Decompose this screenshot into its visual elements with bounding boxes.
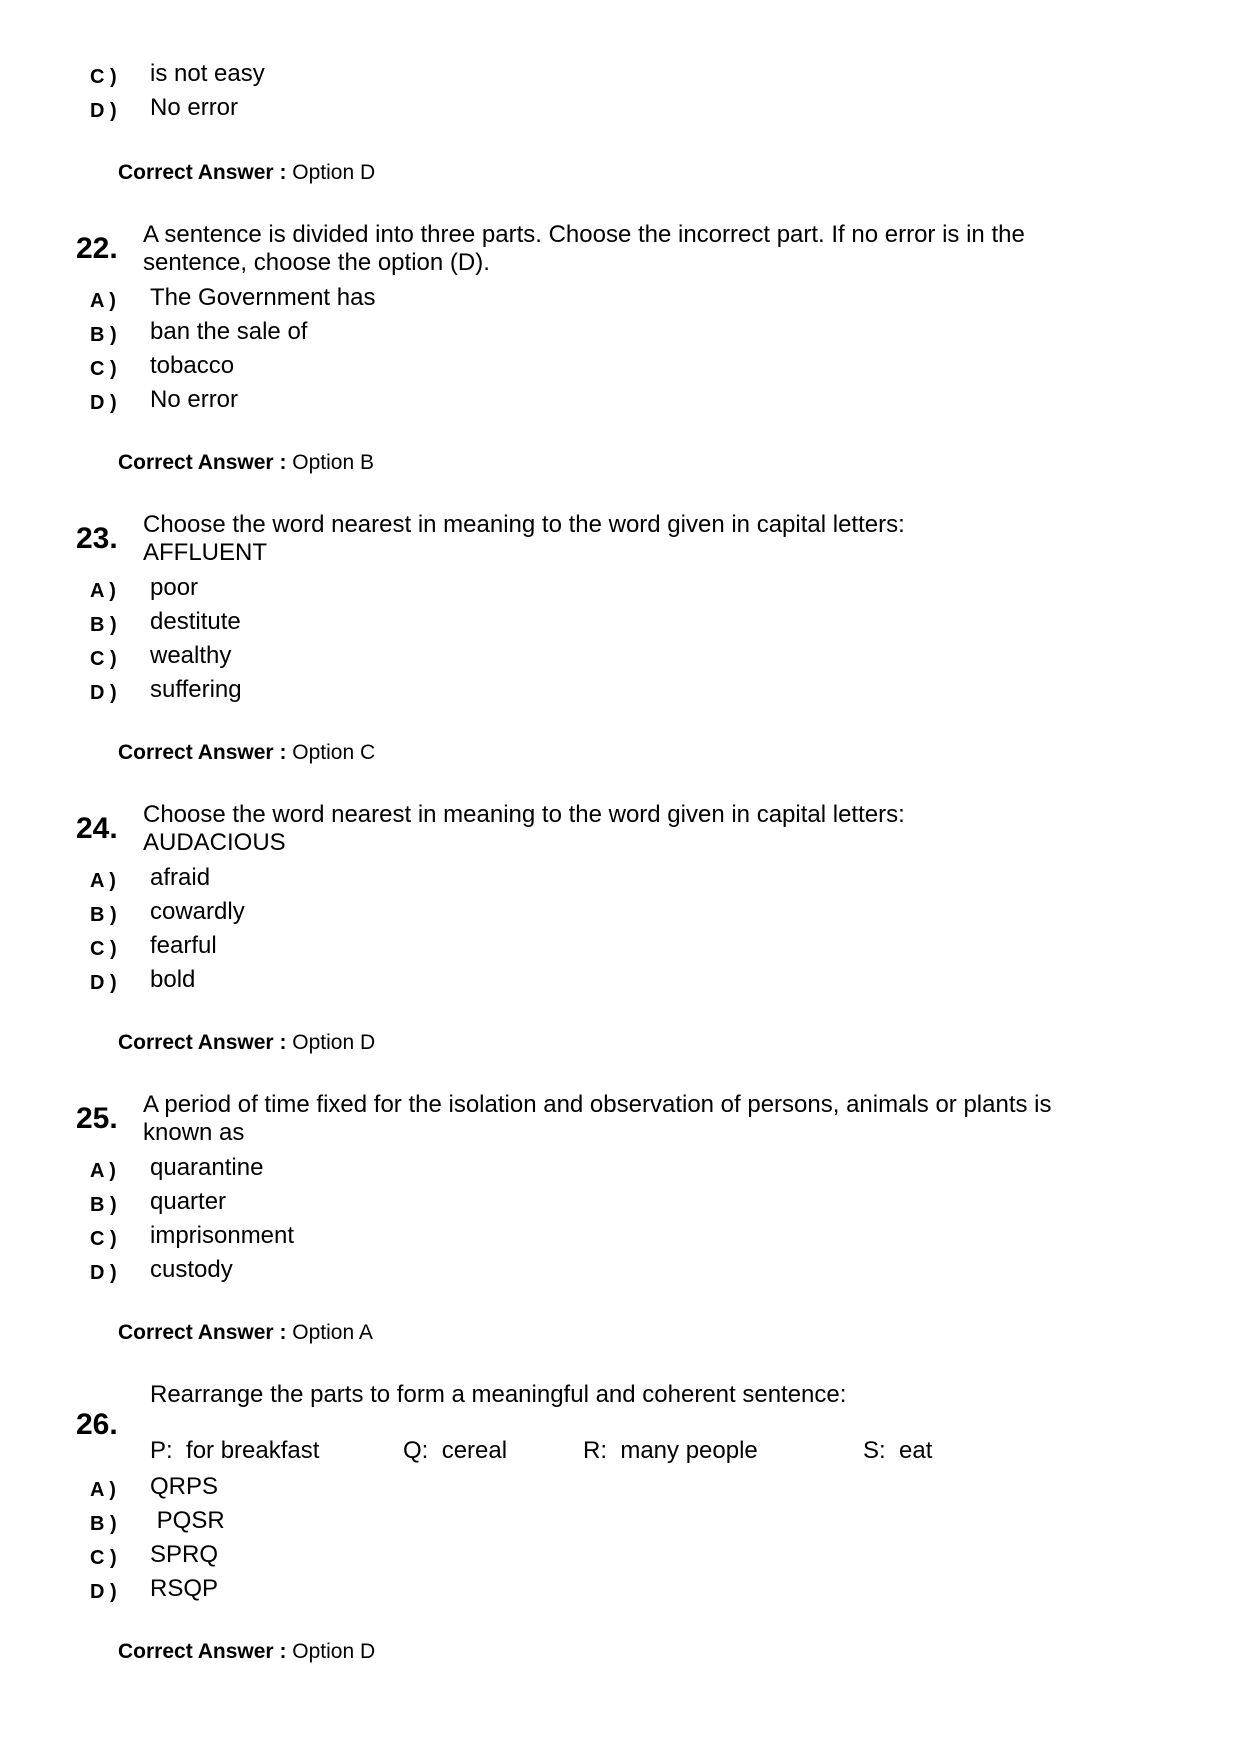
question-line: Choose the word nearest in meaning to the word given in capital letters: (143, 511, 905, 538)
correct-answer (118, 1640, 375, 1664)
option-letter: A ) (90, 580, 116, 602)
option-text: custody (150, 1256, 233, 1283)
answer-label: Correct Answer : (118, 741, 287, 764)
question-number: 22. (76, 232, 118, 265)
option-text: The Government has (150, 284, 376, 311)
option-letter: A ) (90, 870, 116, 892)
option-text: quarter (150, 1188, 227, 1215)
answer-value: Option B (292, 451, 374, 474)
question-line: sentence, choose the option (D). (143, 249, 490, 276)
question-number: 25. (76, 1102, 118, 1135)
option-letter: B ) (90, 1513, 117, 1535)
option-text: ban the sale of (150, 318, 308, 345)
part-label: P: (150, 1437, 173, 1464)
question-text (150, 1381, 1150, 1409)
correct-answer (118, 451, 374, 475)
option-text: No error (150, 386, 239, 413)
option-letter: B ) (90, 324, 117, 346)
option-letter: B ) (90, 1194, 117, 1216)
question-line: Rearrange the parts to form a meaningful and coherent sentence: (150, 1381, 847, 1408)
option-letter: D ) (90, 100, 117, 122)
question-line: AFFLUENT (143, 539, 268, 566)
option-text: poor (150, 574, 199, 601)
option-text: wealthy (150, 642, 232, 669)
option-text: SPRQ (150, 1541, 219, 1568)
question-text (143, 221, 1143, 277)
question-line: AUDACIOUS (143, 829, 286, 856)
part-q (403, 1437, 507, 1465)
option-letter: C ) (90, 66, 117, 88)
option-letter: C ) (90, 648, 117, 670)
option-letter: C ) (90, 1547, 117, 1569)
correct-answer (118, 161, 375, 185)
answer-value: Option A (292, 1321, 373, 1344)
option-text: cowardly (150, 898, 245, 925)
part-label: R: (583, 1437, 607, 1464)
option-text: tobacco (150, 352, 235, 379)
question-number: 26. (76, 1408, 118, 1441)
option-text: QRPS (150, 1473, 219, 1500)
option-text: No error (150, 94, 239, 121)
option-text: imprisonment (150, 1222, 295, 1249)
answer-label: Correct Answer : (118, 1640, 287, 1663)
answer-value: Option D (292, 161, 376, 184)
option-text: afraid (150, 864, 211, 891)
option-letter: D ) (90, 1262, 117, 1284)
option-text: destitute (150, 608, 241, 635)
option-text: bold (150, 966, 196, 993)
option-letter: B ) (90, 904, 117, 926)
part-text: cereal (441, 1437, 508, 1464)
answer-label: Correct Answer : (118, 161, 287, 184)
question-line: Choose the word nearest in meaning to the word given in capital letters: (143, 801, 905, 828)
option-letter: C ) (90, 938, 117, 960)
option-letter: D ) (90, 392, 117, 414)
answer-label: Correct Answer : (118, 1321, 287, 1344)
answer-value: Option C (292, 741, 376, 764)
option-text: RSQP (150, 1575, 219, 1602)
answer-label: Correct Answer : (118, 451, 287, 474)
question-number: 23. (76, 522, 118, 555)
question-text (143, 1091, 1143, 1147)
part-text: eat (899, 1437, 933, 1464)
part-p (150, 1437, 319, 1465)
option-letter: D ) (90, 972, 117, 994)
correct-answer (118, 1321, 373, 1345)
question-text (143, 801, 1143, 857)
option-text: fearful (150, 932, 217, 959)
question-line: A sentence is divided into three parts. Choose the incorrect part. If no error is in the (143, 221, 1025, 248)
option-letter: A ) (90, 1479, 116, 1501)
correct-answer (118, 1031, 375, 1055)
option-letter: C ) (90, 358, 117, 380)
option-letter: D ) (90, 1581, 117, 1603)
part-label: S: (863, 1437, 886, 1464)
question-number: 24. (76, 812, 118, 845)
answer-value: Option D (292, 1031, 376, 1054)
option-text: PQSR (150, 1507, 225, 1534)
part-label: Q: (403, 1437, 429, 1464)
option-letter: D ) (90, 682, 117, 704)
parts-row (0, 1437, 1240, 1469)
option-letter: A ) (90, 290, 116, 312)
answer-label: Correct Answer : (118, 1031, 287, 1054)
question-text (143, 511, 1143, 567)
question-line: known as (143, 1119, 245, 1146)
answer-value: Option D (292, 1640, 376, 1663)
option-text: quarantine (150, 1154, 264, 1181)
question-line: A period of time fixed for the isolation and observation of persons, animals or plants is (143, 1091, 1052, 1118)
part-text: many people (620, 1437, 758, 1464)
option-letter: C ) (90, 1228, 117, 1250)
option-text: is not easy (150, 60, 265, 87)
part-r (583, 1437, 758, 1465)
correct-answer (118, 741, 375, 765)
option-letter: A ) (90, 1160, 116, 1182)
part-text: for breakfast (186, 1437, 320, 1464)
option-text: suffering (150, 676, 242, 703)
option-letter: B ) (90, 614, 117, 636)
part-s (863, 1437, 932, 1465)
